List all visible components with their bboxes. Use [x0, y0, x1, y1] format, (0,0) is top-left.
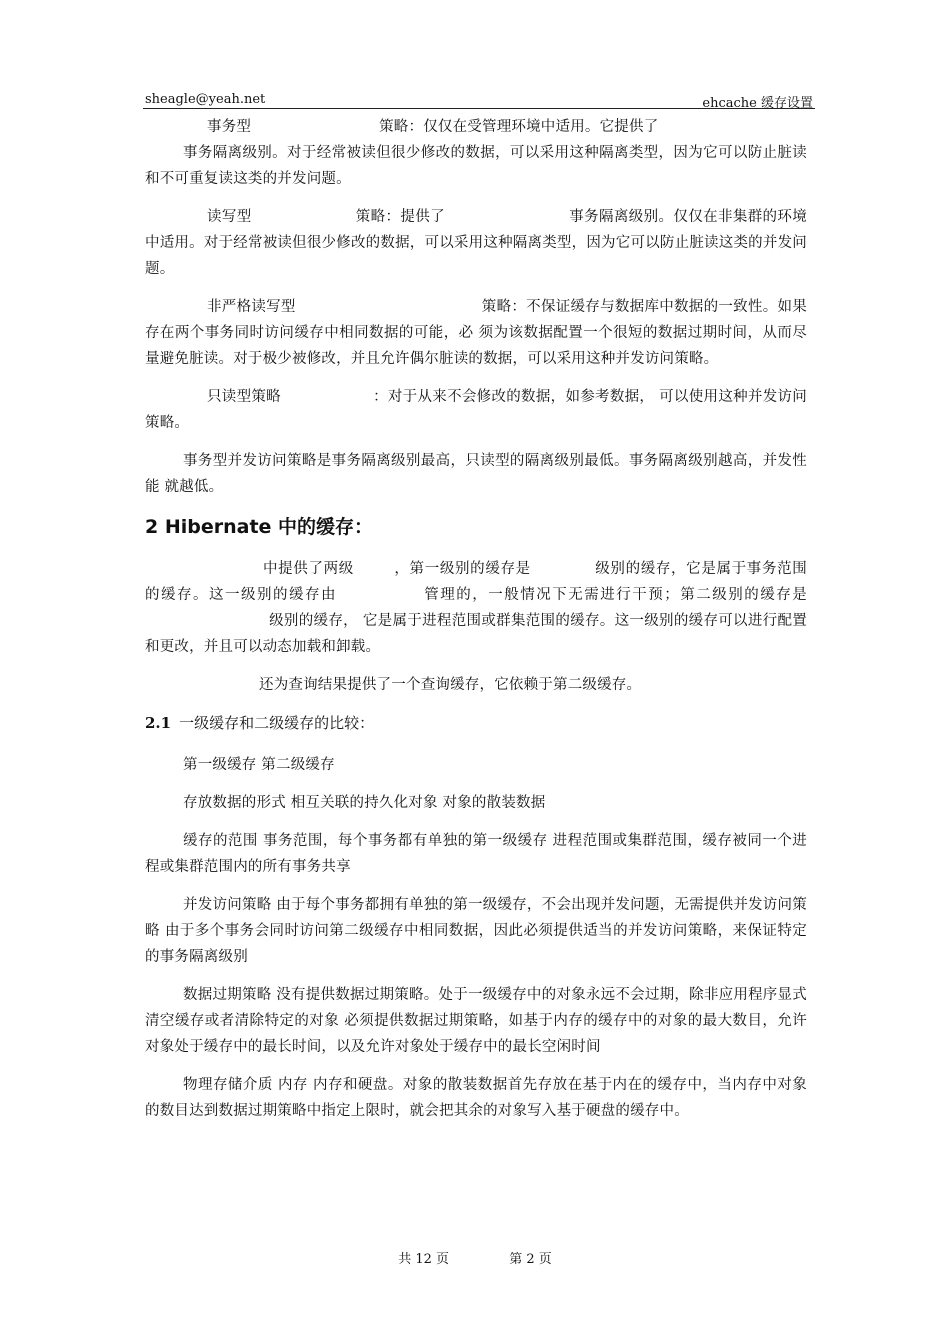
- compare-row: [145, 790, 807, 816]
- compare-row: [145, 752, 807, 778]
- term-nonstrict: 非严格读写型: [207, 299, 296, 315]
- para-text: 还为查询结果提供了一个查询缓存，它依赖于第二级缓存。: [259, 677, 642, 693]
- para-nonstrict: [145, 294, 807, 372]
- compare-row: [145, 828, 807, 880]
- para-text: 策略：不保证缓存与数据库中数据的一致性。如果存在两个事务同时访问缓存中相同数据的可能，必 须为该数据配置一个很短的数据过期时间，从而尽量避免脏读。对于极少被修改，并且允许偶尔脏读的数据，可以采用这种并发访问策略。: [145, 299, 807, 367]
- para-text: 事务隔离级别。对于经常被读但很少修改的数据，可以采用这种隔离类型，因为它可以防止脏读和不可重复读这类的并发问题。: [145, 145, 807, 187]
- para-text: 事务隔离级别。仅仅在非集群的环境中适用。对于经常被读但很少修改的数据，可以采用这种隔离类型，因为它可以防止脏读这类的并发问题。: [145, 209, 808, 277]
- page-current: 第 2 页: [509, 1252, 552, 1267]
- para-text: ，第一级别的缓存是: [393, 561, 531, 577]
- section-number: 2.1: [145, 714, 172, 732]
- para-read-write: [145, 204, 807, 282]
- section-2-heading: 2 Hibernate 中的缓存：: [145, 516, 374, 538]
- page-total: 共 12 页: [398, 1252, 450, 1267]
- compare-row: [145, 1072, 807, 1124]
- term-read-write: 读写型: [207, 209, 252, 225]
- para-hibernate-cache: [145, 556, 807, 660]
- para-text: 事务型并发访问策略是事务隔离级别最高，只读型的隔离级别最低。事务隔离级别越高，并发性能 就越低。: [145, 453, 807, 495]
- term-read-only: 只读型策略: [207, 389, 281, 405]
- compare-row: [145, 892, 807, 970]
- para-text: 策略：提供了: [355, 209, 446, 225]
- term-transactional: 事务型: [207, 119, 252, 135]
- para-text: 策略：仅仅在受管理环境中适用。它提供了: [379, 119, 659, 135]
- compare-row: [145, 982, 807, 1060]
- para-text: 级别的缓存， 它是属于进程范围或群集范围的缓存。这一级别的缓存可以进行配置和更改，并且可以动态加载和卸载。: [145, 613, 807, 655]
- header-title: ehcache 缓存设置: [702, 96, 813, 111]
- compare-row-text: 数据过期策略 没有提供数据过期策略。处于一级缓存中的对象永远不会过期，除非应用程序显式清空缓存或者清除特定的对象 必须提供数据过期策略，如基于内存的缓存中的对象的最大数目，允许对象处于缓存中的最长时间，以及允许对象处于缓存中的最长空闲时间: [145, 987, 807, 1055]
- para-query-cache: [145, 672, 807, 698]
- compare-row-text: 缓存的范围 事务范围，每个事务都有单独的第一级缓存 进程范围或集群范围，缓存被同一个进程或集群范围内的所有事务共享: [145, 833, 807, 875]
- header-email: sheagle@yeah.net: [145, 92, 266, 107]
- compare-row-text: 物理存储介质 内存 内存和硬盘。对象的散装数据首先存放在基于内在的缓存中，当内存中对象的数目达到数据过期策略中指定上限时，就会把其余的对象写入基于硬盘的缓存中。: [145, 1077, 807, 1119]
- page-body: [145, 114, 807, 1136]
- para-text: 中提供了两级: [263, 561, 354, 577]
- page-header: [143, 88, 815, 109]
- section-2-1-heading: [145, 710, 807, 736]
- compare-row-text: 并发访问策略 由于每个事务都拥有单独的第一级缓存，不会出现并发问题，无需提供并发访问策略 由于多个事务会同时访问第二级缓存中相同数据，因此必须提供适当的并发访问策略，来保证特定的事务隔离级别: [145, 897, 807, 965]
- compare-row-text: 存放数据的形式 相互关联的持久化对象 对象的散装数据: [183, 795, 546, 811]
- para-summary: [145, 448, 807, 500]
- page-footer: [0, 1248, 950, 1267]
- compare-row-text: 第一级缓存 第二级缓存: [183, 757, 335, 773]
- para-text: 管理的，一般情况下无需进行干预；第二级别的缓存是: [423, 587, 807, 603]
- para-transactional: [145, 114, 807, 140]
- para-text: ：对于从来不会修改的数据，如参考数据， 可以使用这种并发访问策略。: [145, 389, 807, 431]
- section-title: 一级缓存和二级缓存的比较：: [179, 714, 375, 732]
- para-text: 级别的缓存，它是属于事务范围的缓存。这一级别的缓存由: [145, 561, 807, 603]
- para-transactional-cont: [145, 140, 807, 192]
- para-read-only: [145, 384, 807, 436]
